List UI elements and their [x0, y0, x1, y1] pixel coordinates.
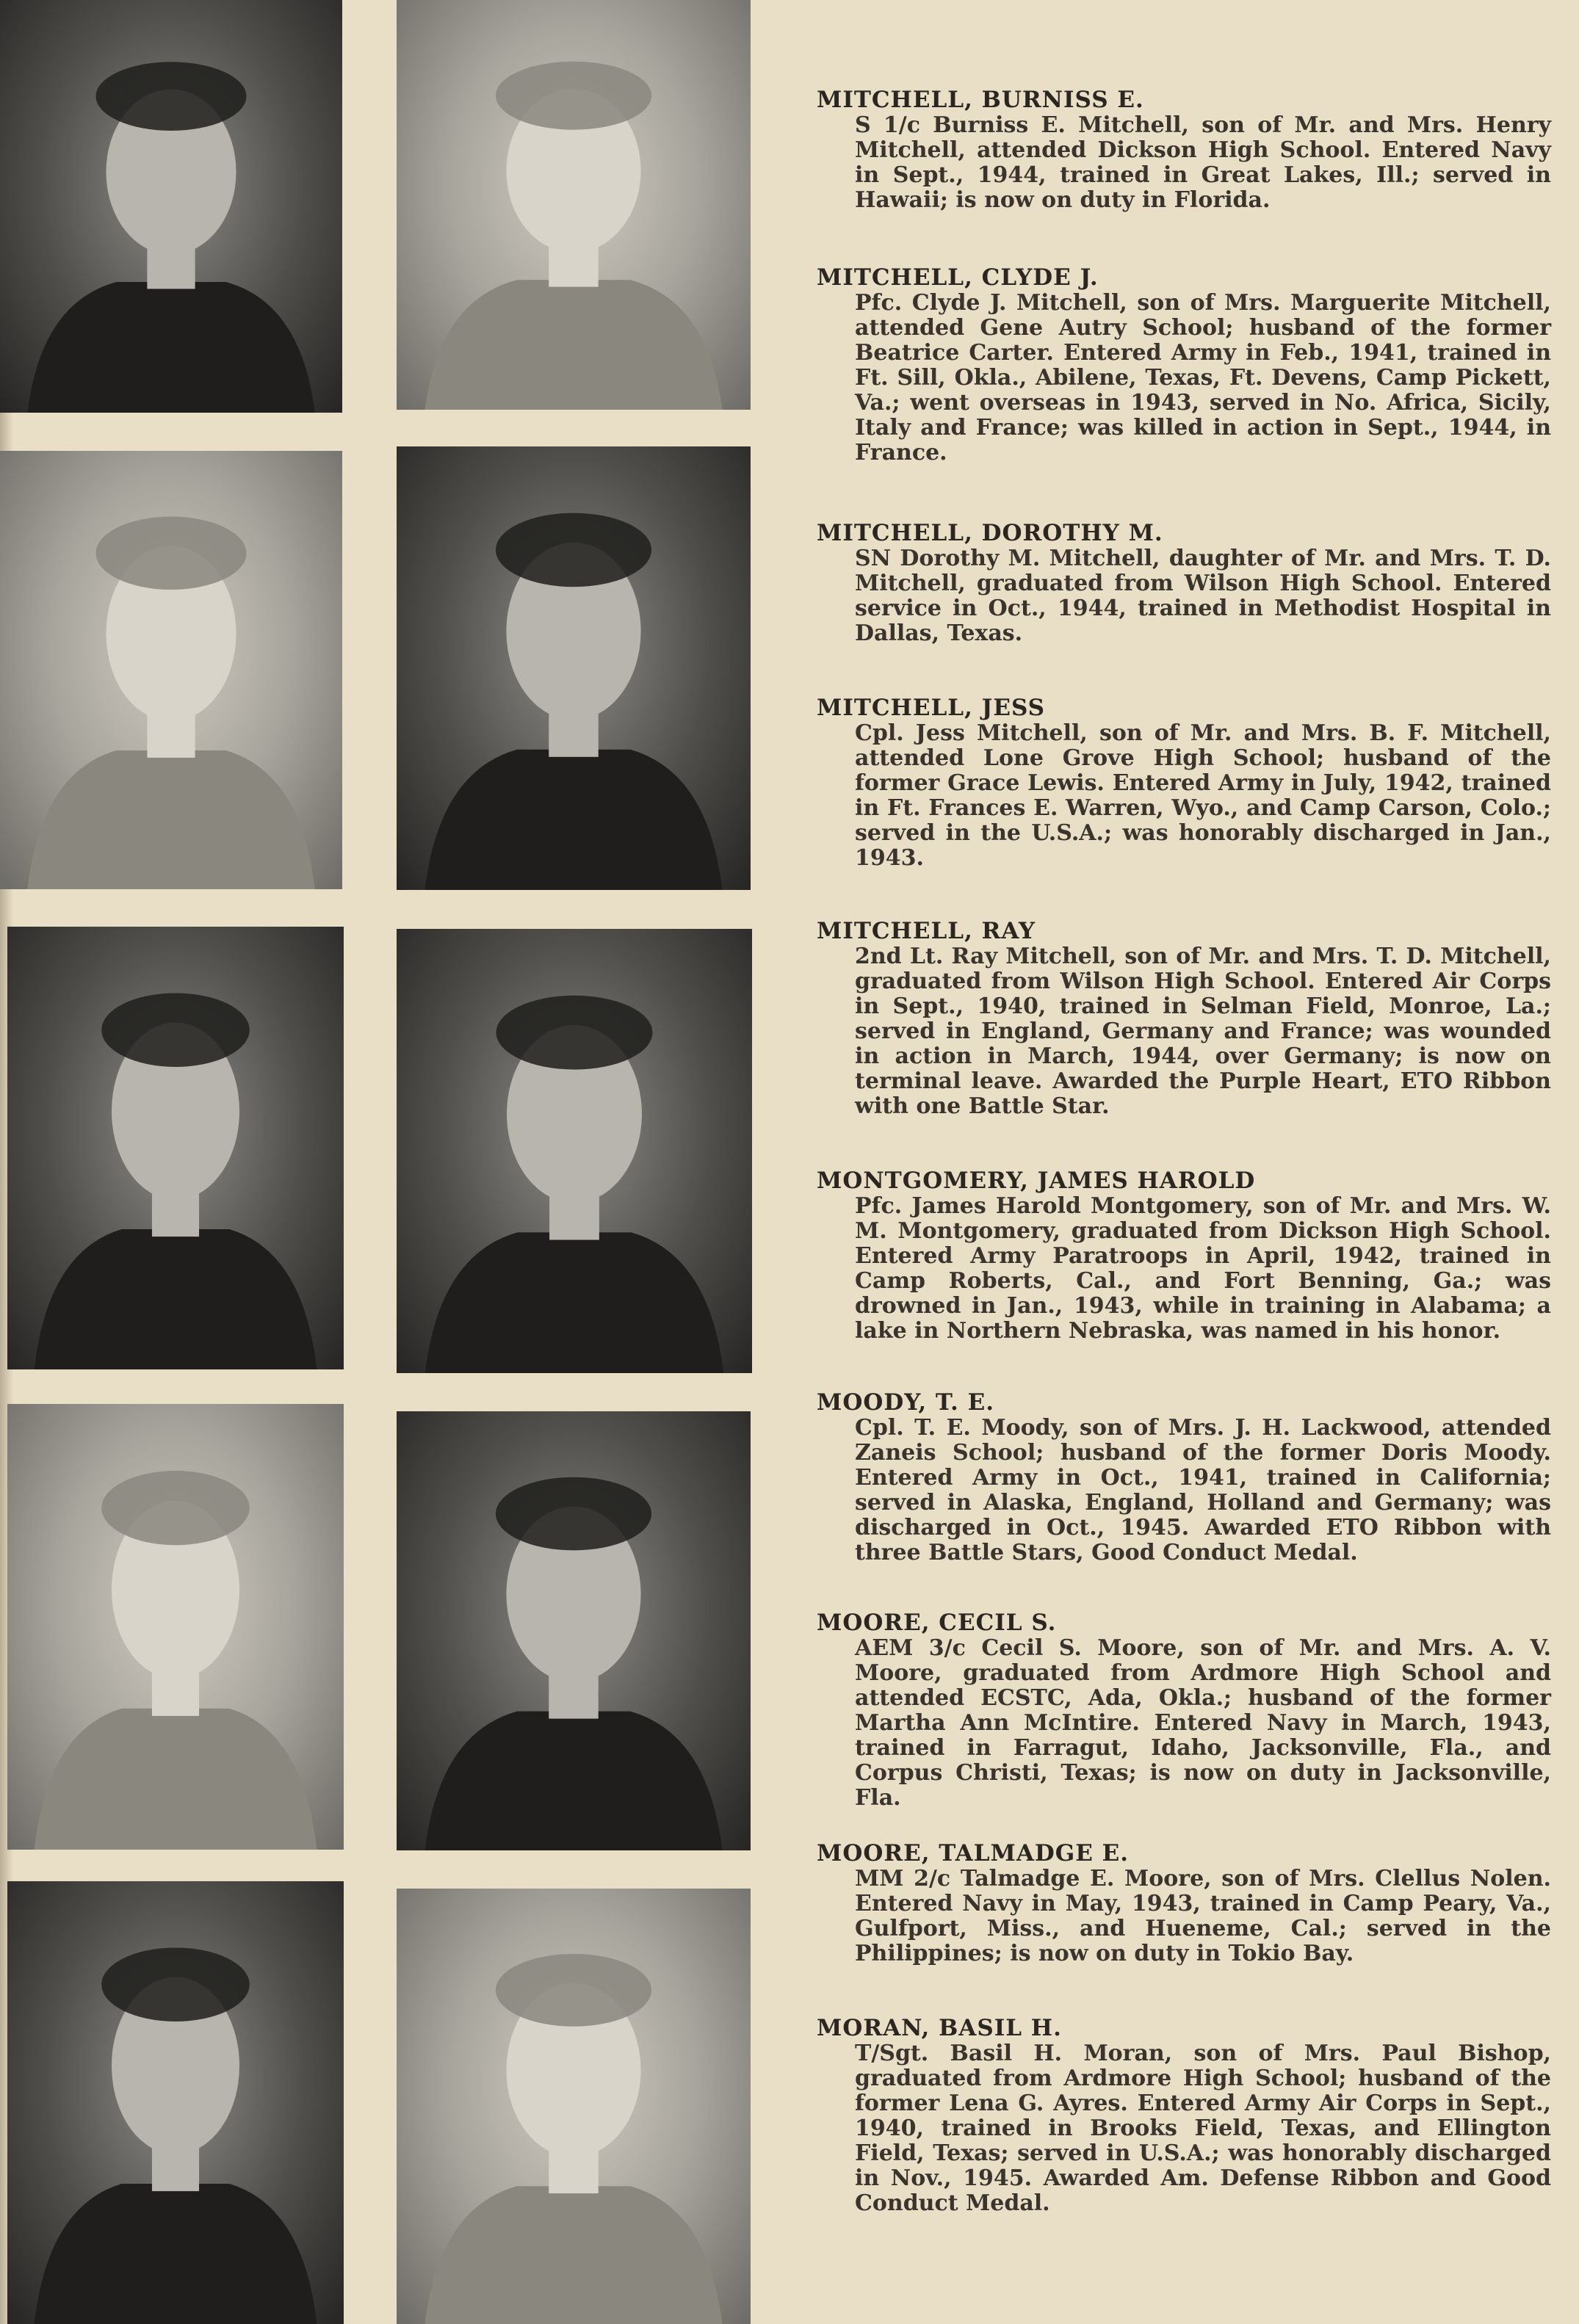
entry-name: MITCHELL, RAY [817, 918, 1036, 944]
biography-entry [817, 1610, 1551, 1811]
entry-name: MITCHELL, BURNISS E. [817, 87, 1144, 113]
entry-name: MOORE, CECIL S. [817, 1610, 1057, 1636]
entry-name: MORAN, BASIL H. [817, 2015, 1062, 2041]
biography-entry [817, 695, 1551, 871]
entry-text: Pfc. Clyde J. Mitchell, son of Mrs. Marguerite Mitchell, attended Gene Autry School; husband of the former Beatrice Carter. Entered Army in Feb., 1941, trained in Ft. Sill, Okla., Abilene, Texas, Ft. Devens, Camp Pickett, Va.; went overseas in 1943, served in No. Africa, Sicily, Italy and France; was killed in action in Sept., 1944, in France. [855, 290, 1551, 466]
portrait-photo [7, 1881, 344, 2324]
biography-entry [817, 1389, 1551, 1565]
entry-text: Pfc. James Harold Montgomery, son of Mr. and Mrs. W. M. Montgomery, graduated from Dickson High School. Entered Army Paratroops in April, 1942, trained in Camp Roberts, Cal., and Fort Benning, Ga.; was drowned in Jan., 1943, while in training in Alabama; a lake in Northern Nebraska, was named in his honor. [855, 1193, 1551, 1344]
portrait-photo [397, 929, 752, 1373]
entry-text: SN Dorothy M. Mitchell, daughter of Mr. and Mrs. T. D. Mitchell, graduated from Wilson High School. Entered service in Oct., 1944, trained in Methodist Hospital in Dallas, Texas. [855, 546, 1551, 646]
entry-text: AEM 3/c Cecil S. Moore, son of Mr. and Mrs. A. V. Moore, graduated from Ardmore High School and attended ECSTC, Ada, Okla.; husband of the former Martha Ann McIntire. Entered Navy in March, 1943, trained in Farragut, Idaho, Jacksonville, Fla., and Corpus Christi, Texas; is now on duty in Jacksonville, Fla. [855, 1635, 1551, 1811]
entry-text: 2nd Lt. Ray Mitchell, son of Mr. and Mrs. T. D. Mitchell, graduated from Wilson High School. Entered Air Corps in Sept., 1940, trained in Selman Field, Monroe, La.; served in England, Germany and France; was wounded in action in March, 1944, over Germany; is now on terminal leave. Awarded the Purple Heart, ETO Ribbon with one Battle Star. [855, 944, 1551, 1119]
portrait-photo [0, 0, 342, 413]
entry-name: MONTGOMERY, JAMES HAROLD [817, 1168, 1256, 1194]
entry-text: T/Sgt. Basil H. Moran, son of Mrs. Paul Bishop, graduated from Ardmore High School; husband of the former Lena G. Ayres. Entered Army Air Corps in Sept., 1940, trained in Brooks Field, Texas, and Ellington Field, Texas; served in U.S.A.; was honorably discharged in Nov., 1945. Awarded Am. Defense Ribbon and Good Conduct Medal. [855, 2041, 1551, 2216]
biography-entry [817, 264, 1551, 466]
biography-entry [817, 1168, 1551, 1344]
portrait-photo [397, 1411, 751, 1850]
entry-name: MITCHELL, JESS [817, 695, 1046, 721]
biography-entry [817, 918, 1551, 1119]
entry-text: Cpl. T. E. Moody, son of Mrs. J. H. Lackwood, attended Zaneis School; husband of the former Doris Moody. Entered Army in Oct., 1941, trained in California; served in Alaska, England, Holland and Germany; was discharged in Oct., 1945. Awarded ETO Ribbon with three Battle Stars, Good Conduct Medal. [855, 1415, 1551, 1565]
portrait-photo [397, 446, 751, 890]
entry-text: MM 2/c Talmadge E. Moore, son of Mrs. Clellus Nolen. Entered Navy in May, 1943, trained in Camp Peary, Va., Gulfport, Miss., and Hueneme, Cal.; served in the Philippines; is now on duty in Tokio Bay. [855, 1866, 1551, 1966]
entry-name: MITCHELL, CLYDE J. [817, 264, 1099, 291]
portrait-photo [397, 1889, 751, 2324]
portrait-photo [397, 0, 751, 410]
entry-text: Cpl. Jess Mitchell, son of Mr. and Mrs. B. F. Mitchell, attended Lone Grove High School; husband of the former Grace Lewis. Entered Army in July, 1942, trained in Ft. Frances E. Warren, Wyo., and Camp Carson, Colo.; served in the U.S.A.; was honorably discharged in Jan., 1943. [855, 720, 1551, 871]
portrait-photo [7, 1404, 344, 1850]
portrait-photo [0, 451, 342, 889]
entry-text: S 1/c Burniss E. Mitchell, son of Mr. and Mrs. Henry Mitchell, attended Dickson High School. Entered Navy in Sept., 1944, trained in Great Lakes, Ill.; served in Hawaii; is now on duty in Florida. [855, 112, 1551, 213]
entry-name: MITCHELL, DOROTHY M. [817, 520, 1163, 546]
portrait-photo [7, 927, 344, 1369]
biography-entry [817, 1840, 1551, 1966]
biography-entry [817, 2015, 1551, 2216]
biography-entry [817, 87, 1551, 213]
entry-name: MOODY, T. E. [817, 1389, 995, 1416]
entry-name: MOORE, TALMADGE E. [817, 1840, 1130, 1867]
biography-entry [817, 520, 1551, 646]
